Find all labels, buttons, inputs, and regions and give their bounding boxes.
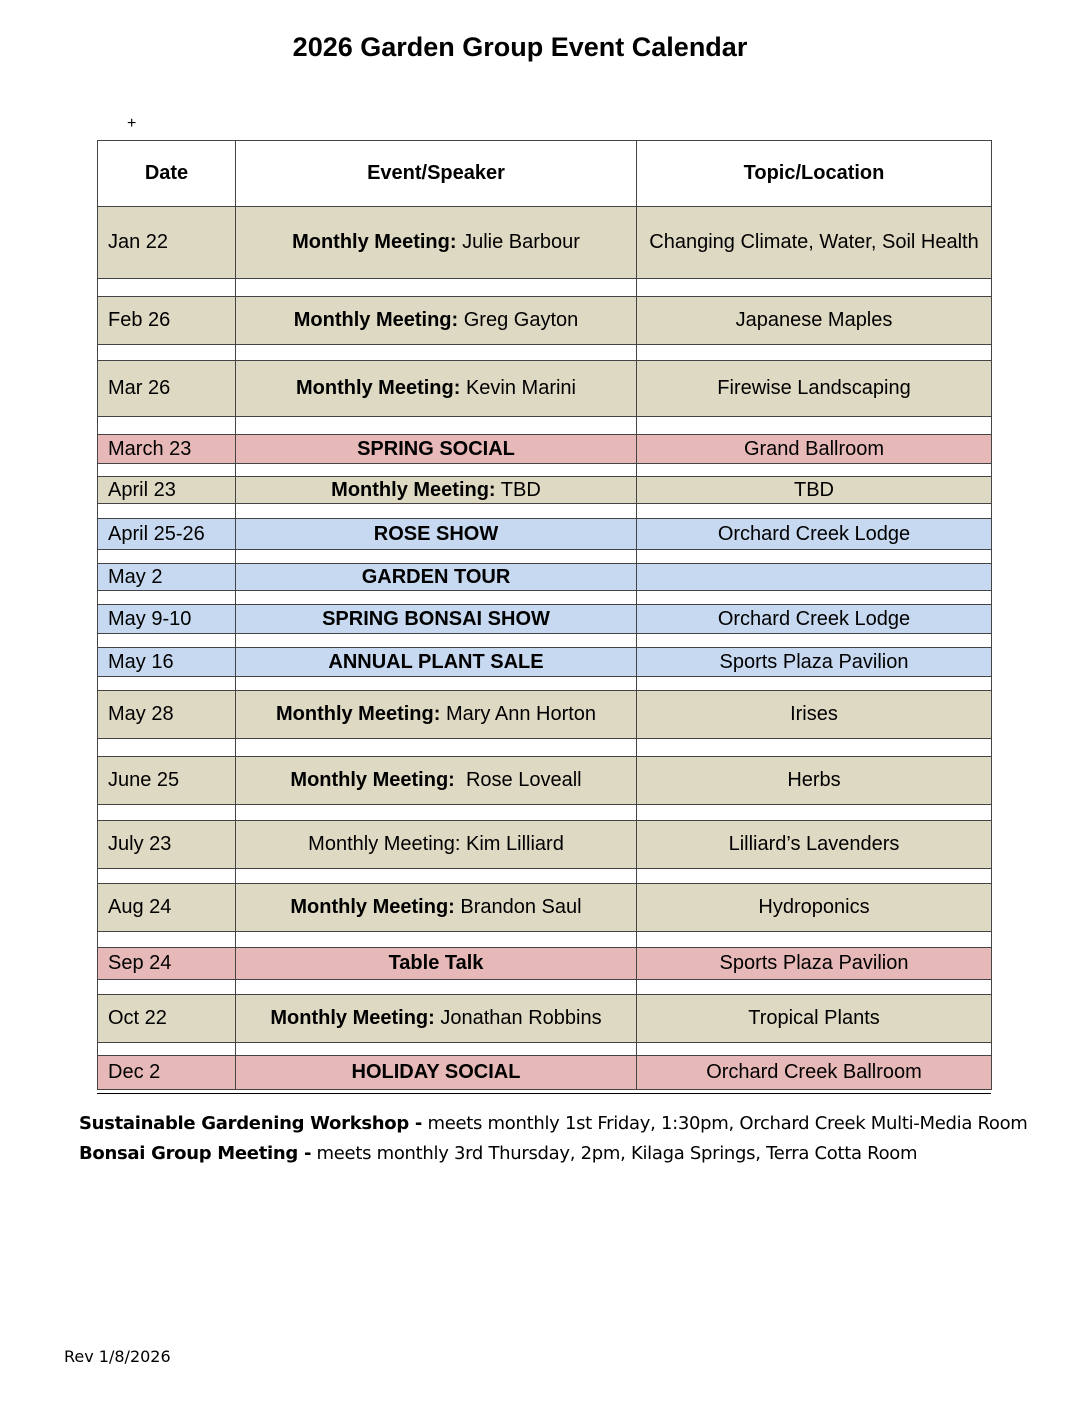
table-row [98, 435, 992, 464]
spacer-cell [98, 677, 236, 691]
spacer-cell [637, 279, 992, 297]
meeting-prefix: Monthly Meeting: [292, 231, 457, 253]
topic-location: Firewise Landscaping [637, 361, 992, 417]
spacer-cell [637, 634, 992, 648]
spacer-cell [98, 591, 236, 605]
event-speaker [236, 519, 637, 550]
table-row [98, 1056, 992, 1090]
event-title: GARDEN TOUR [361, 565, 511, 588]
speaker-name: Monthly Meeting: Kim Lilliard [308, 833, 564, 855]
spacer-cell [637, 932, 992, 948]
table-body [98, 207, 992, 1090]
table-row [98, 648, 992, 677]
spacer-row [98, 279, 992, 297]
table-row [98, 821, 992, 869]
spacer-cell [637, 345, 992, 361]
topic-location: Lilliard’s Lavenders [637, 821, 992, 869]
speaker-name: Mary Ann Horton [440, 703, 597, 725]
header-date: Date [98, 141, 236, 207]
topic-location: TBD [637, 477, 992, 504]
spacer-cell [236, 504, 637, 519]
event-speaker [236, 435, 637, 464]
event-speaker [236, 564, 637, 591]
spacer-cell [637, 550, 992, 564]
event-title: Table Talk [388, 952, 484, 974]
spacer-cell [236, 591, 637, 605]
spacer-cell [98, 504, 236, 519]
event-date: Jan 22 [98, 207, 236, 279]
event-speaker [236, 207, 637, 279]
speaker-name: Jonathan Robbins [434, 1007, 602, 1029]
spacer-cell [236, 464, 637, 477]
event-date: Aug 24 [98, 884, 236, 932]
spacer-cell [637, 739, 992, 757]
topic-location: Orchard Creek Lodge [637, 519, 992, 550]
table-row [98, 605, 992, 634]
spacer-cell [637, 504, 992, 519]
page-title: 2026 Garden Group Event Calendar [292, 32, 748, 62]
bonsai-note-text: meets monthly 3rd Thursday, 2pm, Kilaga Springs, Terra Cotta Room [311, 1143, 918, 1164]
table-row [98, 207, 992, 279]
speaker-name: Kevin Marini [460, 377, 577, 399]
meeting-prefix: Monthly Meeting: [290, 769, 455, 791]
spacer-row [98, 591, 992, 605]
speaker-name: Brandon Saul [454, 896, 582, 918]
spacer-cell [236, 279, 637, 297]
topic-location: Irises [637, 691, 992, 739]
topic-location: Tropical Plants [637, 995, 992, 1043]
spacer-cell [98, 345, 236, 361]
spacer-cell [637, 417, 992, 435]
spacer-cell [98, 279, 236, 297]
spacer-cell [236, 869, 637, 884]
meeting-prefix: Monthly Meeting: [275, 703, 441, 725]
spacer-cell [236, 345, 637, 361]
spacer-cell [98, 417, 236, 435]
workshop-note [79, 1113, 1028, 1134]
divider-line [97, 1093, 991, 1094]
event-speaker [236, 948, 637, 980]
spacer-row [98, 677, 992, 691]
table-row [98, 757, 992, 805]
table-move-handle[interactable]: + [127, 115, 137, 132]
table-row [98, 691, 992, 739]
event-date: May 28 [98, 691, 236, 739]
event-speaker [236, 648, 637, 677]
table-row [98, 995, 992, 1043]
table-header-row [98, 141, 992, 207]
spacer-cell [637, 980, 992, 995]
event-date: Oct 22 [98, 995, 236, 1043]
spacer-row [98, 869, 992, 884]
event-title: ANNUAL PLANT SALE [328, 650, 544, 673]
spacer-cell [98, 932, 236, 948]
spacer-cell [98, 869, 236, 884]
event-calendar-table [97, 140, 992, 1090]
workshop-note-label: Sustainable Gardening Workshop - [79, 1113, 423, 1134]
table-row [98, 948, 992, 980]
topic-location: Grand Ballroom [637, 435, 992, 464]
event-date: Sep 24 [98, 948, 236, 980]
bonsai-note-label: Bonsai Group Meeting - [79, 1143, 312, 1164]
table-row [98, 519, 992, 550]
topic-location: Sports Plaza Pavilion [637, 648, 992, 677]
topic-location [637, 564, 992, 591]
header-event-speaker: Event/Speaker [236, 141, 637, 207]
spacer-cell [98, 634, 236, 648]
event-date: March 23 [98, 435, 236, 464]
spacer-cell [236, 805, 637, 821]
spacer-row [98, 739, 992, 757]
table-row [98, 564, 992, 591]
spacer-cell [236, 739, 637, 757]
spacer-row [98, 464, 992, 477]
event-title: SPRING SOCIAL [357, 437, 515, 460]
event-speaker [236, 605, 637, 634]
event-title: HOLIDAY SOCIAL [351, 1061, 521, 1083]
bonsai-note [79, 1143, 917, 1164]
speaker-name: TBD [495, 478, 541, 501]
spacer-cell [236, 677, 637, 691]
event-date: Mar 26 [98, 361, 236, 417]
spacer-cell [637, 869, 992, 884]
spacer-cell [637, 591, 992, 605]
spacer-cell [236, 980, 637, 995]
event-speaker [236, 477, 637, 504]
event-speaker [236, 757, 637, 805]
event-title: ROSE SHOW [373, 522, 499, 545]
event-date: Feb 26 [98, 297, 236, 345]
spacer-cell [637, 677, 992, 691]
meeting-prefix: Monthly Meeting: [290, 896, 455, 918]
event-speaker [236, 361, 637, 417]
spacer-cell [637, 464, 992, 477]
spacer-cell [236, 1043, 637, 1056]
spacer-cell [98, 464, 236, 477]
header-topic-location: Topic/Location [637, 141, 992, 207]
meeting-prefix: Monthly Meeting: [331, 478, 496, 501]
spacer-row [98, 345, 992, 361]
speaker-name: Rose Loveall [454, 769, 582, 791]
spacer-row [98, 550, 992, 564]
spacer-cell [236, 932, 637, 948]
spacer-cell [98, 550, 236, 564]
speaker-name: Julie Barbour [456, 231, 580, 253]
event-speaker [236, 884, 637, 932]
event-date: April 23 [98, 477, 236, 504]
spacer-row [98, 932, 992, 948]
table-row [98, 477, 992, 504]
topic-location: Sports Plaza Pavilion [637, 948, 992, 980]
topic-location: Hydroponics [637, 884, 992, 932]
workshop-note-text: meets monthly 1st Friday, 1:30pm, Orchard Creek Multi-Media Room [422, 1113, 1028, 1134]
event-date: June 25 [98, 757, 236, 805]
meeting-prefix: Monthly Meeting: [293, 309, 459, 331]
event-title: SPRING BONSAI SHOW [322, 607, 550, 630]
table-row [98, 297, 992, 345]
spacer-cell [98, 739, 236, 757]
topic-location: Orchard Creek Lodge [637, 605, 992, 634]
speaker-name: Greg Gayton [458, 309, 579, 331]
topic-location: Japanese Maples [637, 297, 992, 345]
topic-location: Changing Climate, Water, Soil Health [637, 207, 992, 279]
topic-location: Orchard Creek Ballroom [637, 1056, 992, 1090]
spacer-cell [98, 1043, 236, 1056]
table-row [98, 361, 992, 417]
spacer-cell [236, 550, 637, 564]
spacer-row [98, 634, 992, 648]
event-date: Dec 2 [98, 1056, 236, 1090]
spacer-row [98, 805, 992, 821]
spacer-row [98, 1043, 992, 1056]
event-speaker [236, 691, 637, 739]
spacer-row [98, 504, 992, 519]
spacer-cell [98, 980, 236, 995]
spacer-cell [637, 805, 992, 821]
spacer-cell [98, 805, 236, 821]
event-speaker [236, 821, 637, 869]
spacer-cell [236, 417, 637, 435]
event-date: May 9-10 [98, 605, 236, 634]
revision-date: Rev 1/8/2026 [64, 1347, 171, 1366]
event-speaker [236, 995, 637, 1043]
event-date: May 16 [98, 648, 236, 677]
event-speaker [236, 1056, 637, 1090]
meeting-prefix: Monthly Meeting: [270, 1007, 435, 1029]
event-date: July 23 [98, 821, 236, 869]
event-date: April 25-26 [98, 519, 236, 550]
spacer-cell [637, 1043, 992, 1056]
table-row [98, 884, 992, 932]
spacer-row [98, 417, 992, 435]
meeting-prefix: Monthly Meeting: [295, 377, 461, 399]
spacer-row [98, 980, 992, 995]
event-date: May 2 [98, 564, 236, 591]
topic-location: Herbs [637, 757, 992, 805]
event-speaker [236, 297, 637, 345]
spacer-cell [236, 634, 637, 648]
